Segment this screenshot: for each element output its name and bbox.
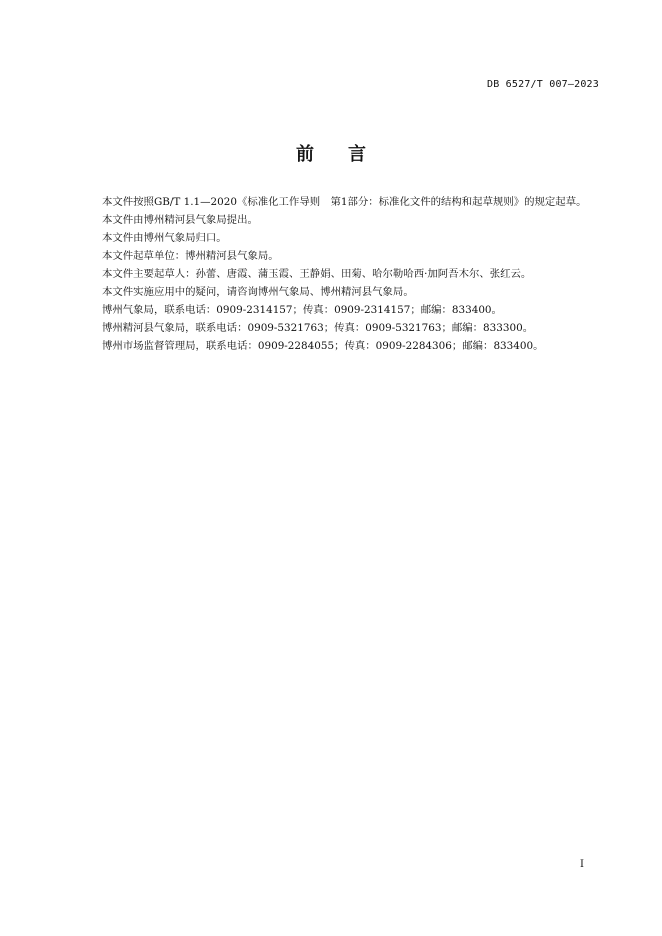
title-char-2: 言 — [348, 144, 366, 165]
page-title — [0, 140, 662, 166]
page-number: I — [580, 859, 584, 870]
paragraph-drafters: 本文件主要起草人：孙蕾、唐霞、蒲玉霞、王静娟、田菊、哈尔勒哈西·加阿吾木尔、张红云。 — [102, 268, 532, 280]
paragraph-inquiries: 本文件实施应用中的疑问，请咨询博州气象局、博州精河县气象局。 — [102, 286, 414, 298]
title-char-1: 前 — [296, 144, 314, 165]
paragraph-drafting-unit: 本文件起草单位：博州精河县气象局。 — [102, 250, 279, 262]
document-code: DB 6527/T 007—2023 — [487, 79, 599, 90]
paragraph-contact-jinghe: 博州精河县气象局，联系电话：0909-5321763；传真：0909-5321763；邮编：833300。 — [102, 322, 534, 334]
paragraph-administrator: 本文件由博州气象局归口。 — [102, 232, 227, 244]
document-body — [80, 193, 600, 355]
paragraph-contact-bozhou: 博州气象局，联系电话：0909-2314157；传真：0909-2314157；邮编：833400。 — [102, 304, 502, 316]
paragraph-drafting-basis: 本文件按照GB/T 1.1—2020《标准化工作导则 第1部分：标准化文件的结构和起草规则》的规定起草。 — [102, 196, 587, 208]
paragraph-contact-market: 博州市场监督管理局，联系电话：0909-2284055；传真：0909-2284306；邮编：833400。 — [102, 340, 544, 352]
paragraph-proposer: 本文件由博州精河县气象局提出。 — [102, 214, 258, 226]
